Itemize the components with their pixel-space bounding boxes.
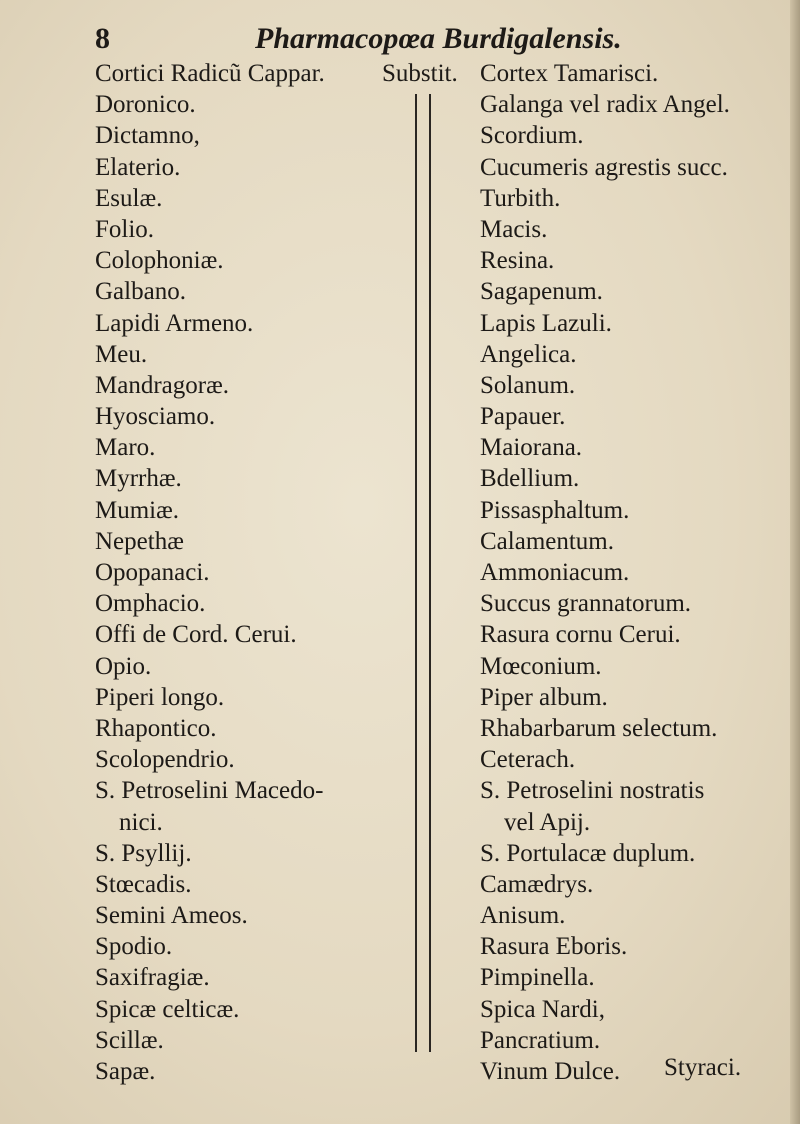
- left-column-simples: [95, 58, 395, 1087]
- page-edge: [790, 0, 800, 1124]
- simple-item: Stœcadis.: [95, 870, 192, 898]
- simple-item: Saxifragiæ.: [95, 964, 210, 992]
- simple-item: Opopanaci.: [95, 559, 210, 586]
- simple-item: Scillæ.: [95, 1026, 164, 1054]
- page-header: [95, 18, 715, 62]
- simple-item: Dictamno,: [95, 122, 200, 150]
- substitute-item: Vinum Dulce.: [480, 1058, 621, 1085]
- simple-item: Rhapontico.: [95, 714, 217, 742]
- page-number: 8: [95, 22, 110, 55]
- simple-item: Elaterio.: [95, 153, 181, 181]
- simple-item: Galbano.: [95, 278, 186, 306]
- substitute-item: Maiorana.: [480, 434, 583, 462]
- simple-item: S. Petroselini Macedo-: [95, 777, 324, 805]
- simple-item: Offi de Cord. Cerui.: [95, 621, 297, 649]
- substitute-item: Rasura Eboris.: [480, 933, 628, 961]
- substitute-item: Piper album.: [480, 683, 608, 711]
- simple-item: Opio.: [95, 652, 152, 680]
- substitute-item: Cortex Tamarisci.: [480, 60, 659, 87]
- simple-item: Scolopendrio.: [95, 746, 235, 774]
- simple-item: Piperi longo.: [95, 683, 225, 711]
- substitute-item: S. Petroselini nostratis: [480, 777, 705, 805]
- simple-item: Colophoniæ.: [95, 247, 224, 275]
- substitute-item: Sagapenum.: [480, 278, 603, 306]
- simple-item: Hyosciamo.: [95, 403, 216, 431]
- simple-item: Lapidi Armeno.: [95, 309, 254, 337]
- substitute-item: Anisum.: [480, 902, 566, 930]
- substitute-item: Ammoniacum.: [480, 559, 630, 586]
- simple-item: nici.: [119, 808, 163, 836]
- substitute-item: Rasura cornu Cerui.: [480, 621, 681, 649]
- substitute-item: Pissasphaltum.: [480, 496, 630, 524]
- running-title: Pharmacopœa Burdigalensis.: [255, 22, 622, 55]
- simple-item: Cortici Radicũ Cappar.: [95, 60, 325, 87]
- substitute-item: Solanum.: [480, 371, 576, 399]
- substitute-item: Cucumeris agrestis succ.: [480, 153, 728, 181]
- right-column-substitutes: [480, 58, 780, 1087]
- simple-item: Myrrhæ.: [95, 465, 182, 493]
- substitute-item: Pancratium.: [480, 1026, 601, 1054]
- simple-item: Omphacio.: [95, 590, 206, 618]
- simple-item: Meu.: [95, 340, 148, 368]
- substitute-item: Lapis Lazuli.: [480, 309, 612, 337]
- simple-item: Spodio.: [95, 933, 173, 961]
- simple-item: S. Psyllij.: [95, 839, 192, 867]
- substitute-item: Pimpinella.: [480, 964, 595, 992]
- substitute-item: vel Apij.: [504, 808, 591, 836]
- substitute-item: Bdellium.: [480, 465, 580, 493]
- substitute-item: Scordium.: [480, 122, 584, 150]
- column-divider-rule: [415, 94, 431, 1052]
- substitute-item: Succus grannatorum.: [480, 590, 692, 618]
- simple-item: Sapæ.: [95, 1058, 156, 1085]
- simple-item: Spicæ celticæ.: [95, 995, 240, 1023]
- substitute-item: Rhabarbarum selectum.: [480, 714, 718, 742]
- substitute-item: Camædrys.: [480, 870, 594, 898]
- substitute-item: Resina.: [480, 247, 555, 275]
- simple-item: Mandragoræ.: [95, 371, 229, 399]
- simple-item: Mumiæ.: [95, 496, 180, 524]
- simple-item: Folio.: [95, 215, 155, 243]
- simple-item: Doronico.: [95, 91, 196, 119]
- substitute-item: Angelica.: [480, 340, 577, 368]
- substitute-item: Ceterach.: [480, 746, 576, 774]
- simple-item: Nepethæ: [95, 527, 184, 555]
- simple-item: Esulæ.: [95, 184, 163, 212]
- substitute-item: S. Portulacæ duplum.: [480, 839, 696, 867]
- substitute-item: Macis.: [480, 215, 548, 243]
- simple-item: Semini Ameos.: [95, 902, 248, 930]
- substitute-item: Calamentum.: [480, 527, 614, 555]
- substitute-item: Turbith.: [480, 184, 561, 212]
- substitute-item: Papauer.: [480, 403, 566, 431]
- catchword: Styraci.: [664, 1054, 742, 1081]
- substitute-item: Spica Nardi,: [480, 995, 605, 1023]
- substitute-item: Mœconium.: [480, 652, 602, 680]
- simple-item: Maro.: [95, 434, 156, 462]
- substitution-label: Substit.: [382, 60, 458, 87]
- substitute-item: Galanga vel radix Angel.: [480, 91, 730, 119]
